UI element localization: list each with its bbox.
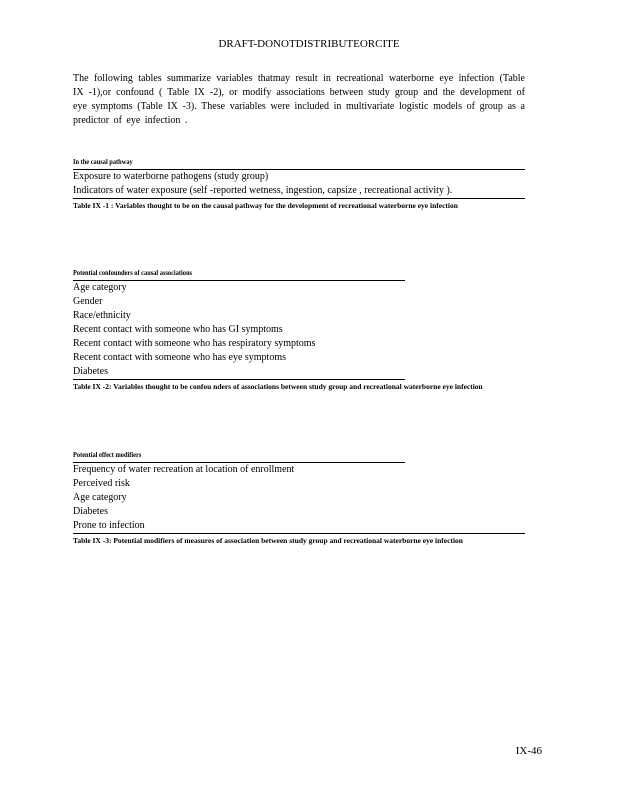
table-row: Diabetes	[73, 506, 108, 517]
table-row: Exposure to waterborne pathogens (study group)	[73, 171, 269, 182]
table-ix-2	[73, 268, 525, 394]
table-row: Gender	[73, 296, 103, 307]
table-row: Recent contact with someone who has eye symptoms	[73, 352, 287, 363]
table-row: Recent contact with someone who has GI symptoms	[73, 324, 283, 335]
table-ix-3	[73, 450, 525, 548]
table-row: Race/ethnicity	[73, 310, 131, 321]
table-ix-1	[73, 157, 525, 213]
intro-paragraph: The following tables summarize variables thatmay result in recreational waterborne eye infection (Table IX -1),or confound ( Table IX -2), or modify associations between study group and the development of eye symptoms (Table IX -3). These variables were included in multivariate logistic models of group as a predictor of eye infection .	[73, 73, 525, 126]
table-row: Indicators of water exposure (self -reported wetness, ingestion, capsize , recreational activity ).	[73, 185, 453, 196]
table-ix-3-heading: Potential effect modifiers	[73, 450, 142, 459]
table-row: Frequency of water recreation at location of enrollment	[73, 464, 295, 475]
table-row: Perceived risk	[73, 478, 130, 489]
table-row: Recent contact with someone who has respiratory symptoms	[73, 338, 316, 349]
table-ix-2-heading: Potential confounders of causal associations	[73, 268, 193, 277]
table-row: Diabetes	[73, 366, 108, 377]
table-ix-1-heading: In the causal pathway	[73, 157, 133, 166]
draft-header: DRAFT-DONOTDISTRIBUTEORCITE	[218, 38, 400, 50]
table-row: Prone to infection	[73, 520, 145, 531]
table-ix-2-caption: Table IX -2: Variables thought to be confou nders of associations between study group and recreational waterborne eye infection	[73, 382, 483, 391]
table-ix-3-caption: Table IX -3: Potential modifiers of measures of association between study group and recreational waterborne eye infection	[73, 536, 463, 545]
table-ix-1-caption: Table IX -1 : Variables thought to be on the causal pathway for the development of recreational waterborne eye infection	[73, 201, 458, 210]
table-row: Age category	[73, 492, 127, 503]
table-row: Age category	[73, 282, 127, 293]
page-number: IX-46	[515, 745, 542, 757]
